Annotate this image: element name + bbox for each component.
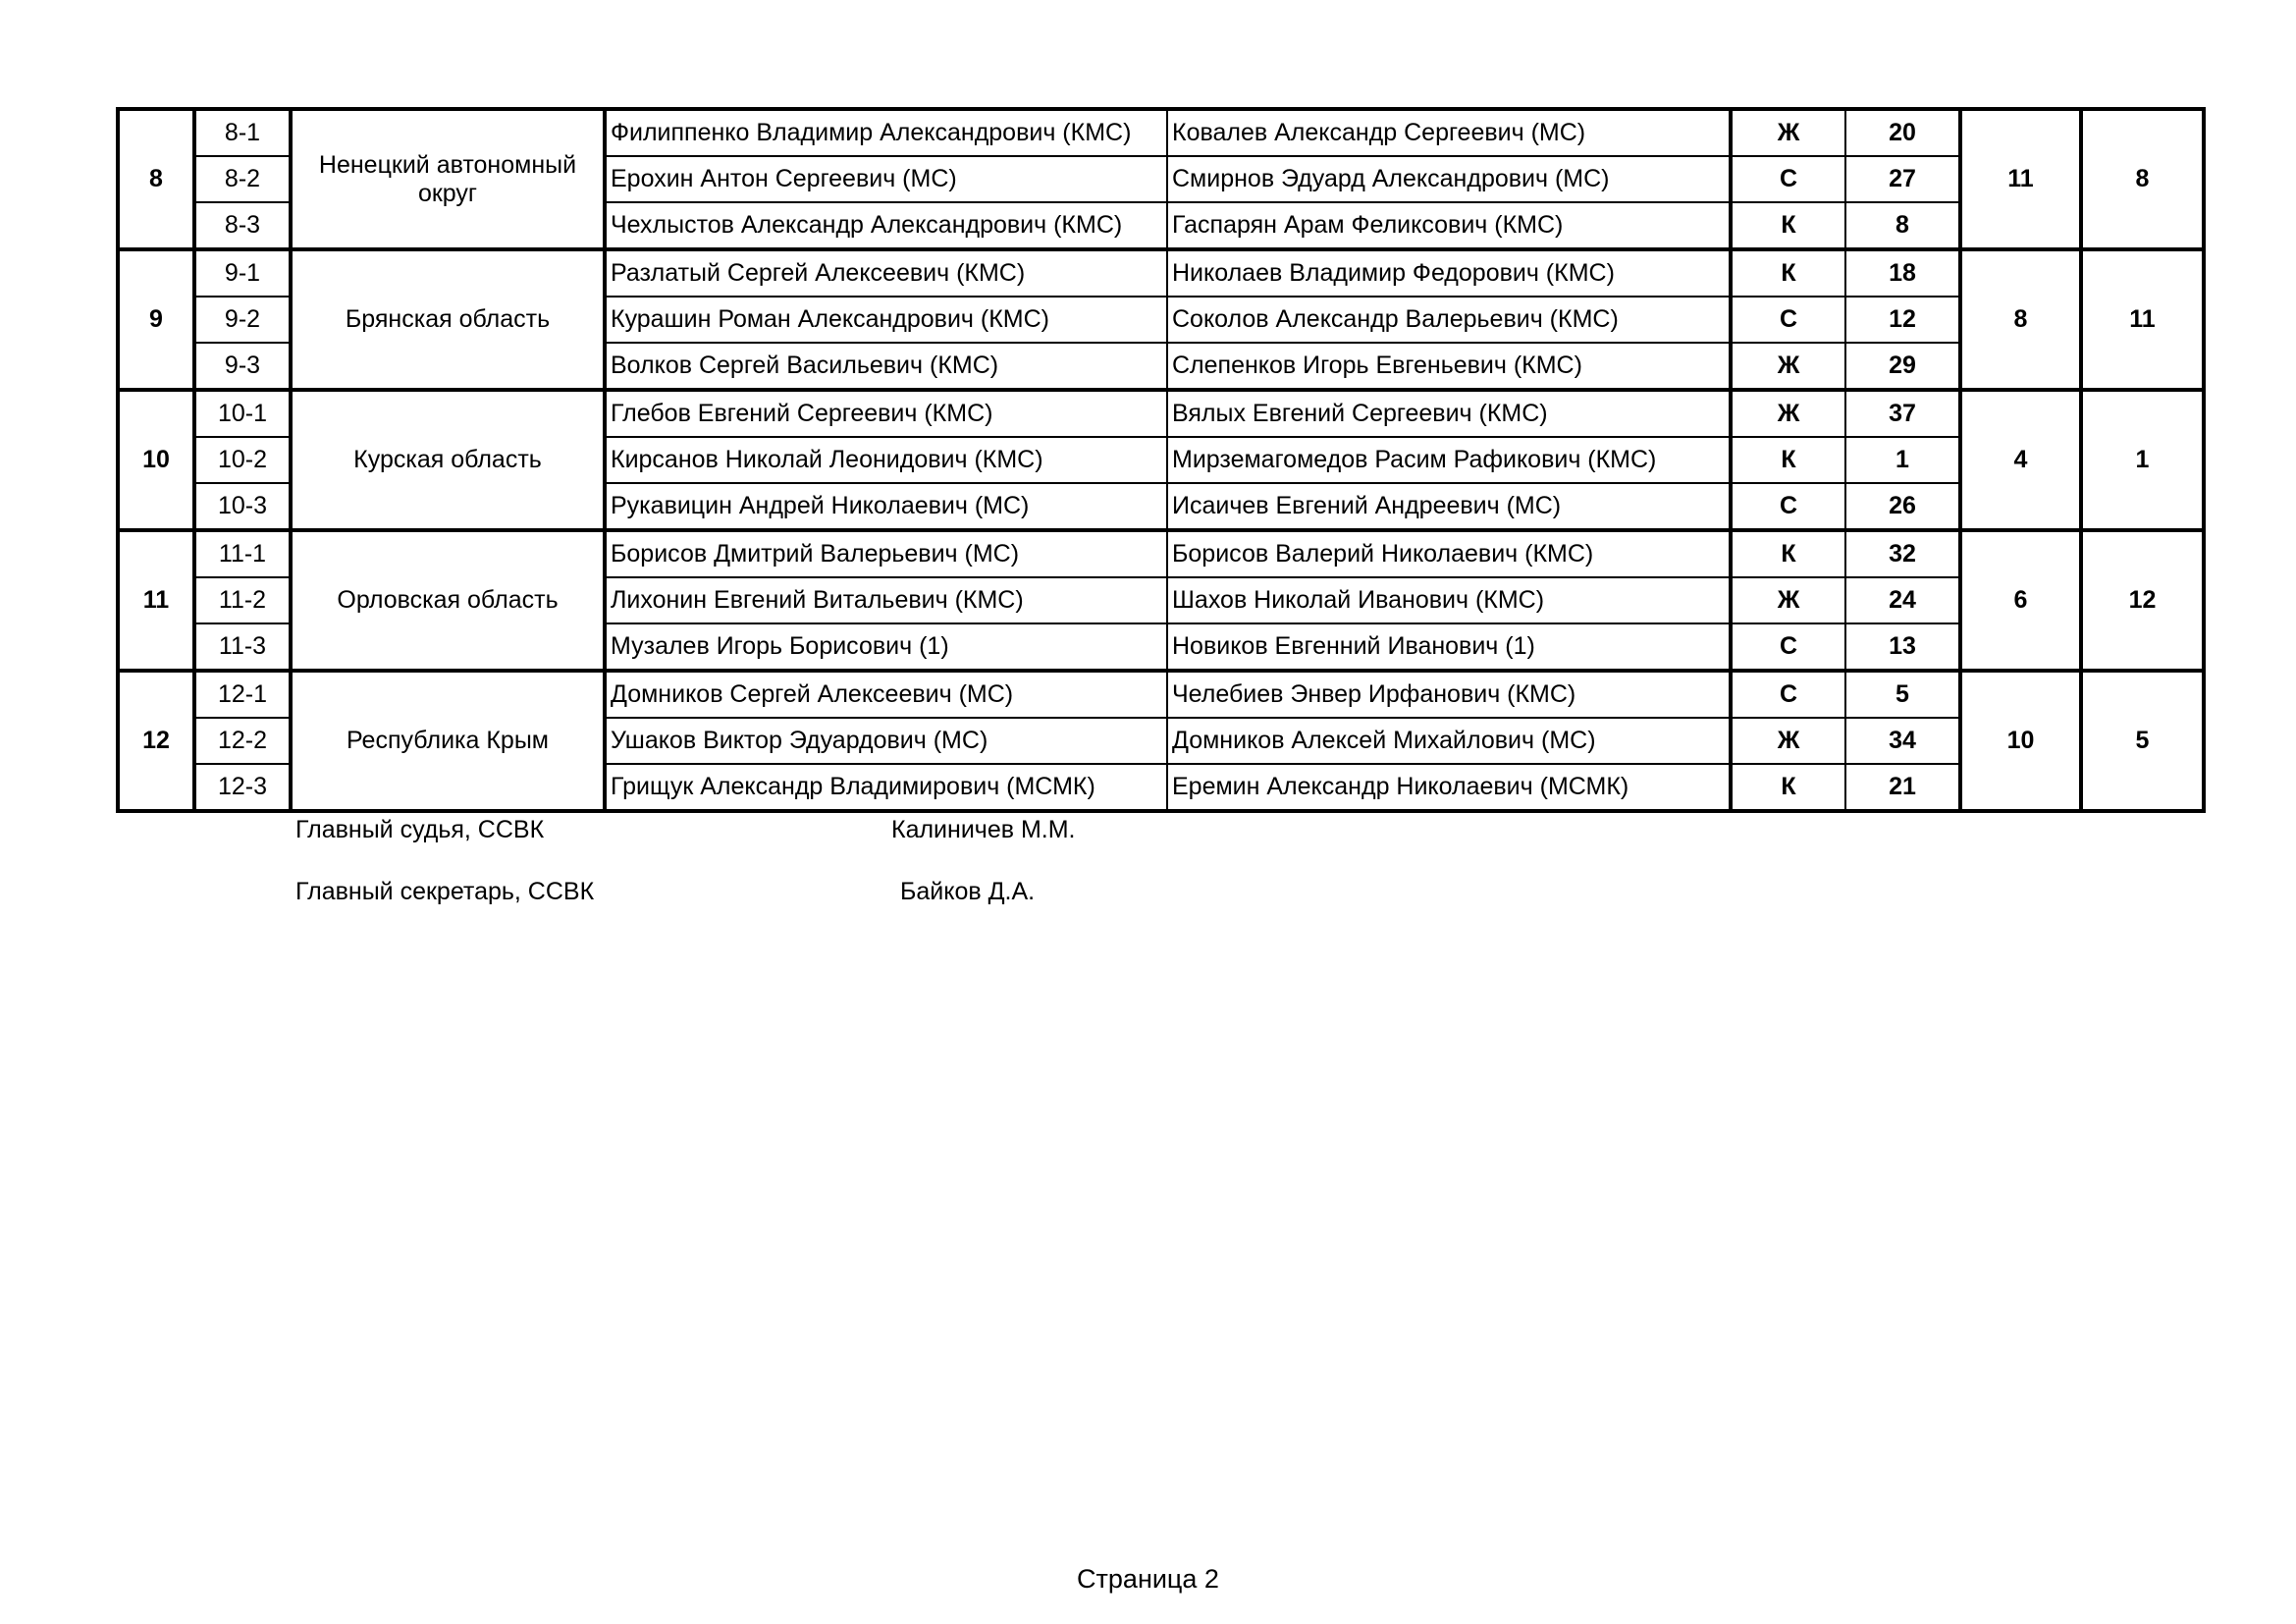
draw-number: 24	[1845, 577, 1960, 623]
board-id: 9-2	[194, 297, 291, 343]
table-row	[118, 109, 2204, 156]
team-region: Республика Крым	[291, 671, 605, 811]
draw-number: 12	[1845, 297, 1960, 343]
draw-number: 5	[1845, 671, 1960, 718]
board-id: 10-2	[194, 437, 291, 483]
player-name: Чехлыстов Александр Александрович (КМС)	[605, 202, 1167, 249]
weapon-code: Ж	[1731, 343, 1845, 390]
team-result-a: 4	[1960, 390, 2081, 530]
team-region: Брянская область	[291, 249, 605, 390]
board-id: 11-1	[194, 530, 291, 577]
draw-number: 26	[1845, 483, 1960, 530]
opponent-name: Гаспарян Арам Феликсович (КМС)	[1167, 202, 1731, 249]
weapon-code: С	[1731, 671, 1845, 718]
team-region: Орловская область	[291, 530, 605, 671]
opponent-name: Вялых Евгений Сергеевич (КМС)	[1167, 390, 1731, 437]
chief-secretary-title: Главный секретарь, ССВК	[295, 878, 595, 905]
weapon-code: Ж	[1731, 577, 1845, 623]
player-name: Борисов Дмитрий Валерьевич (МС)	[605, 530, 1167, 577]
weapon-code: С	[1731, 483, 1845, 530]
board-id: 12-3	[194, 764, 291, 811]
team-result-a: 11	[1960, 109, 2081, 249]
opponent-name: Еремин Александр Николаевич (МСМК)	[1167, 764, 1731, 811]
team-region: Курская область	[291, 390, 605, 530]
opponent-name: Домников Алексей Михайлович (МС)	[1167, 718, 1731, 764]
weapon-code: К	[1731, 764, 1845, 811]
weapon-code: К	[1731, 530, 1845, 577]
opponent-name: Челебиев Энвер Ирфанович (КМС)	[1167, 671, 1731, 718]
board-id: 9-3	[194, 343, 291, 390]
player-name: Грищук Александр Владимирович (МСМК)	[605, 764, 1167, 811]
chief-secretary-name: Байков Д.А.	[900, 878, 1036, 905]
weapon-code: С	[1731, 623, 1845, 671]
player-name: Волков Сергей Васильевич (КМС)	[605, 343, 1167, 390]
player-name: Кирсанов Николай Леонидович (КМС)	[605, 437, 1167, 483]
weapon-code: Ж	[1731, 109, 1845, 156]
team-result-b: 8	[2081, 109, 2204, 249]
table-row	[118, 249, 2204, 297]
draw-number: 20	[1845, 109, 1960, 156]
team-result-b: 11	[2081, 249, 2204, 390]
player-name: Разлатый Сергей Алексеевич (КМС)	[605, 249, 1167, 297]
table-row	[118, 390, 2204, 437]
team-number: 10	[118, 390, 194, 530]
opponent-name: Исаичев Евгений Андреевич (МС)	[1167, 483, 1731, 530]
board-id: 9-1	[194, 249, 291, 297]
team-number: 12	[118, 671, 194, 811]
board-id: 10-3	[194, 483, 291, 530]
table-row	[118, 530, 2204, 577]
opponent-name: Соколов Александр Валерьевич (КМС)	[1167, 297, 1731, 343]
page-number: Страница 2	[1077, 1564, 1219, 1594]
opponent-name: Шахов Николай Иванович (КМС)	[1167, 577, 1731, 623]
weapon-code: С	[1731, 297, 1845, 343]
results-table-body	[118, 109, 2204, 811]
draw-number: 1	[1845, 437, 1960, 483]
board-id: 10-1	[194, 390, 291, 437]
team-number: 11	[118, 530, 194, 671]
player-name: Курашин Роман Александрович (КМС)	[605, 297, 1167, 343]
board-id: 11-3	[194, 623, 291, 671]
opponent-name: Мирземагомедов Расим Рафикович (КМС)	[1167, 437, 1731, 483]
opponent-name: Смирнов Эдуард Александрович (МС)	[1167, 156, 1731, 202]
opponent-name: Новиков Евгенний Иванович (1)	[1167, 623, 1731, 671]
board-id: 8-2	[194, 156, 291, 202]
player-name: Рукавицин Андрей Николаевич (МС)	[605, 483, 1167, 530]
board-id: 12-2	[194, 718, 291, 764]
table-row	[118, 671, 2204, 718]
draw-number: 8	[1845, 202, 1960, 249]
draw-number: 29	[1845, 343, 1960, 390]
weapon-code: С	[1731, 156, 1845, 202]
weapon-code: К	[1731, 437, 1845, 483]
weapon-code: Ж	[1731, 390, 1845, 437]
board-id: 12-1	[194, 671, 291, 718]
opponent-name: Ковалев Александр Сергеевич (МС)	[1167, 109, 1731, 156]
draw-number: 21	[1845, 764, 1960, 811]
player-name: Ушаков Виктор Эдуардович (МС)	[605, 718, 1167, 764]
draw-number: 27	[1845, 156, 1960, 202]
player-name: Музалев Игорь Борисович (1)	[605, 623, 1167, 671]
team-result-a: 6	[1960, 530, 2081, 671]
board-id: 11-2	[194, 577, 291, 623]
board-id: 8-3	[194, 202, 291, 249]
weapon-code: Ж	[1731, 718, 1845, 764]
board-id: 8-1	[194, 109, 291, 156]
draw-number: 34	[1845, 718, 1960, 764]
draw-number: 13	[1845, 623, 1960, 671]
player-name: Ерохин Антон Сергеевич (МС)	[605, 156, 1167, 202]
opponent-name: Николаев Владимир Федорович (КМС)	[1167, 249, 1731, 297]
team-region: Ненецкий автономный округ	[291, 109, 605, 249]
team-result-a: 8	[1960, 249, 2081, 390]
results-table	[116, 107, 2206, 813]
player-name: Домников Сергей Алексеевич (МС)	[605, 671, 1167, 718]
weapon-code: К	[1731, 202, 1845, 249]
player-name: Глебов Евгений Сергеевич (КМС)	[605, 390, 1167, 437]
team-result-b: 1	[2081, 390, 2204, 530]
draw-number: 37	[1845, 390, 1960, 437]
team-number: 8	[118, 109, 194, 249]
opponent-name: Слепенков Игорь Евгеньевич (КМС)	[1167, 343, 1731, 390]
team-result-a: 10	[1960, 671, 2081, 811]
chief-judge-title: Главный судья, ССВК	[295, 816, 545, 843]
team-result-b: 5	[2081, 671, 2204, 811]
player-name: Филиппенко Владимир Александрович (КМС)	[605, 109, 1167, 156]
player-name: Лихонин Евгений Витальевич (КМС)	[605, 577, 1167, 623]
weapon-code: К	[1731, 249, 1845, 297]
team-number: 9	[118, 249, 194, 390]
chief-judge-name: Калиничев М.М.	[891, 816, 1076, 843]
opponent-name: Борисов Валерий Николаевич (КМС)	[1167, 530, 1731, 577]
draw-number: 18	[1845, 249, 1960, 297]
draw-number: 32	[1845, 530, 1960, 577]
team-result-b: 12	[2081, 530, 2204, 671]
